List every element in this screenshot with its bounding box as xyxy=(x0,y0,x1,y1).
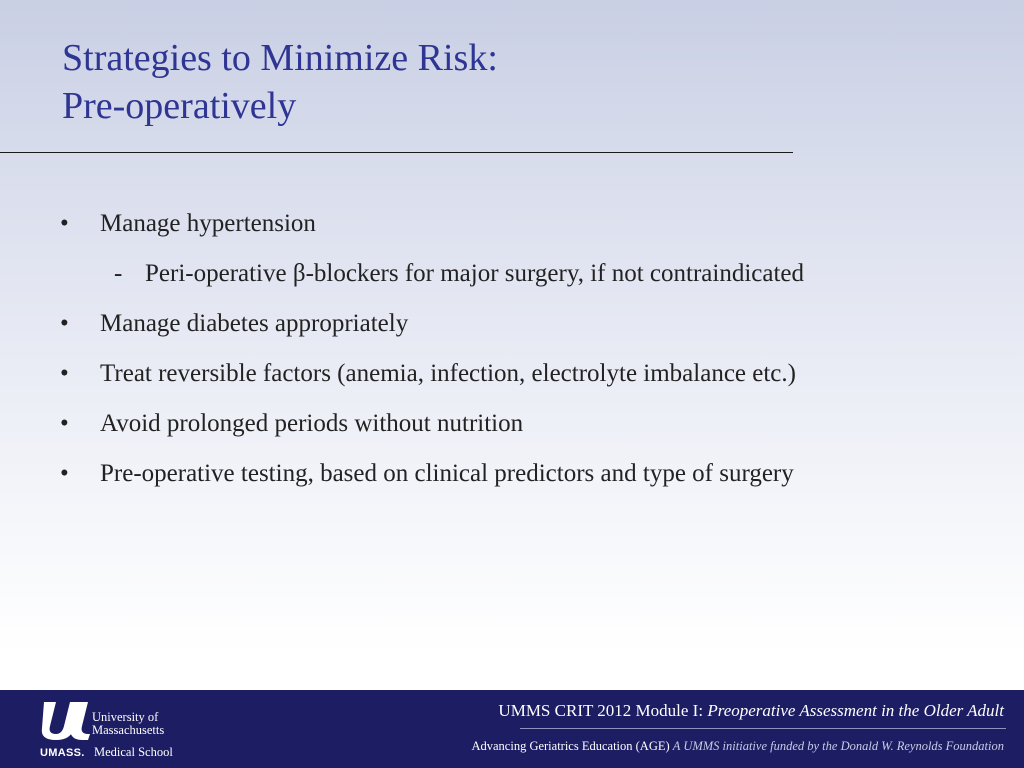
course-prefix: UMMS CRIT 2012 Module I: xyxy=(498,701,704,720)
program-note: A UMMS initiative funded by the Donald W. Reynolds Foundation xyxy=(672,739,1004,753)
umass-logo-icon xyxy=(40,700,92,740)
footer-divider xyxy=(520,728,1006,729)
slide-title xyxy=(62,34,498,130)
logo-university-line1: University of xyxy=(92,710,159,724)
bullet-marker: • xyxy=(60,360,69,387)
title-divider xyxy=(0,152,793,153)
sub-bullet-marker: - xyxy=(114,260,123,287)
bullet-marker: • xyxy=(60,460,69,487)
slide-title-line1: Strategies to Minimize Risk: xyxy=(62,37,498,79)
program-name: Advancing Geriatrics Education (AGE) xyxy=(471,739,670,753)
bullet-text: Treat reversible factors (anemia, infection, electrolyte imbalance etc.) xyxy=(100,360,796,387)
course-title: Preoperative Assessment in the Older Adult xyxy=(707,701,1004,720)
bullet-marker: • xyxy=(60,310,69,337)
bullet-text: Manage hypertension xyxy=(100,210,316,237)
bullet-text: Avoid prolonged periods without nutrition xyxy=(100,410,524,437)
bullet-marker: • xyxy=(60,210,69,237)
slide-footer xyxy=(0,690,1024,768)
course-title-line xyxy=(498,701,1004,721)
bullet-text: Manage diabetes appropriately xyxy=(100,310,409,337)
bullet-marker: • xyxy=(60,410,69,437)
slide-title-line2: Pre-operatively xyxy=(62,85,297,127)
logo-school-text: Medical School xyxy=(94,745,173,759)
logo-university-text xyxy=(92,711,164,737)
sub-bullet-text: Peri-operative β-blockers for major surgery, if not contraindicated xyxy=(145,260,805,287)
program-line xyxy=(471,739,1004,754)
logo-brand-text: UMASS. xyxy=(40,747,85,759)
umass-logo xyxy=(40,700,200,760)
logo-university-line2: Massachusetts xyxy=(92,723,165,737)
bullet-text: Pre-operative testing, based on clinical predictors and type of surgery xyxy=(100,460,794,487)
